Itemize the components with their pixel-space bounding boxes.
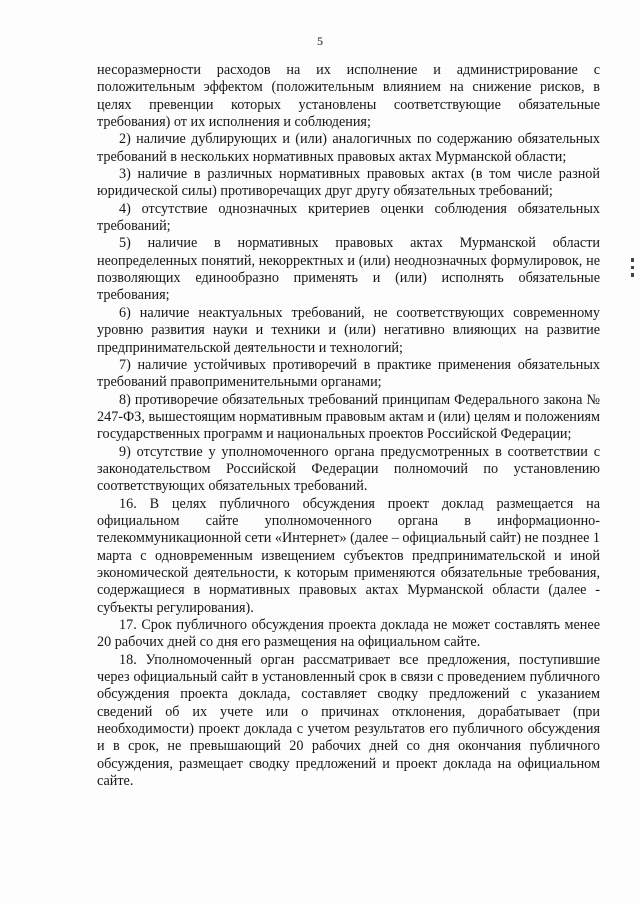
document-body: [97, 62, 600, 790]
paragraph-item-8: 8) противоречие обязательных требований принципам Федерального закона № 247-ФЗ, вышестоящим нормативным правовым актам и (или) целям и положениям государственных программ и национальных проектов Российской Федерации;: [97, 391, 600, 443]
paragraph-clause-17: 17. Срок публичного обсуждения проекта доклада не может составлять менее 20 рабочих дней со дня его размещения на официальном сайте.: [97, 617, 600, 651]
paragraph-item-5: 5) наличие в нормативных правовых актах Мурманской области неопределенных понятий, некорректных и (или) неоднозначных формулировок, не позволяющих единообразно применять и (или) исполнять обязательные требования;: [97, 235, 600, 304]
paragraph-item-3: 3) наличие в различных нормативных правовых актах (в том числе разной юридической силы) противоречащих друг другу обязательных требований;: [97, 166, 600, 200]
paragraph-continuation: несоразмерности расходов на их исполнение и администрирование с положительным эффектом (положительным влиянием на снижение рисков, в целях превенции которых установлены соответствующие обязательные требования) от их исполнения и соблюдения;: [97, 62, 600, 131]
scan-edge-mark: [631, 273, 634, 277]
paragraph-clause-16: 16. В целях публичного обсуждения проект доклад размещается на официальном сайте уполномоченного органа в информационно-телекоммуникационной сети «Интернет» (далее – официальный сайт) не позднее 1 марта с одновременным извещением субъектов предпринимательской и иной экономической деятельности, к которым применяются обязательные требования, содержащиеся в нормативных правовых актах Мурманской области (далее - субъекты регулирования).: [97, 495, 601, 616]
page-number: 5: [317, 34, 323, 48]
paragraph-item-6: 6) наличие неактуальных требований, не соответствующих современному уровню развития науки и техники и (или) негативно влияющих на развитие предпринимательской деятельности и технологий;: [97, 304, 600, 356]
scan-edge-mark: [631, 258, 634, 262]
paragraph-item-9: 9) отсутствие у уполномоченного органа предусмотренных в соответствии с законодательством Российской Федерации полномочий по установлению соответствующих обязательных требований.: [97, 443, 600, 495]
paragraph-item-7: 7) наличие устойчивых противоречий в практике применения обязательных требований правоприменительными органами;: [97, 356, 600, 391]
paragraph-item-4: 4) отсутствие однозначных критериев оценки соблюдения обязательных требований;: [97, 200, 600, 235]
scan-edge-mark: [631, 266, 634, 269]
paragraph-clause-18: 18. Уполномоченный орган рассматривает все предложения, поступившие через официальный сайт в установленный срок в связи с проведением публичного обсуждения проекта доклада, составляет сводку предложений с указанием сведений об их учете или о причинах отклонения, дорабатывает (при необходимости) проект доклада с учетом результатов его публичного обсуждения и в срок, не превышающий 20 рабочих дней со дня окончания публичного обсуждения, размещает сводку предложений и проект доклада на официальном сайте.: [97, 651, 600, 790]
paragraph-item-2: 2) наличие дублирующих и (или) аналогичных по содержанию обязательных требований в нескольких нормативных правовых актах Мурманской области;: [97, 131, 600, 165]
